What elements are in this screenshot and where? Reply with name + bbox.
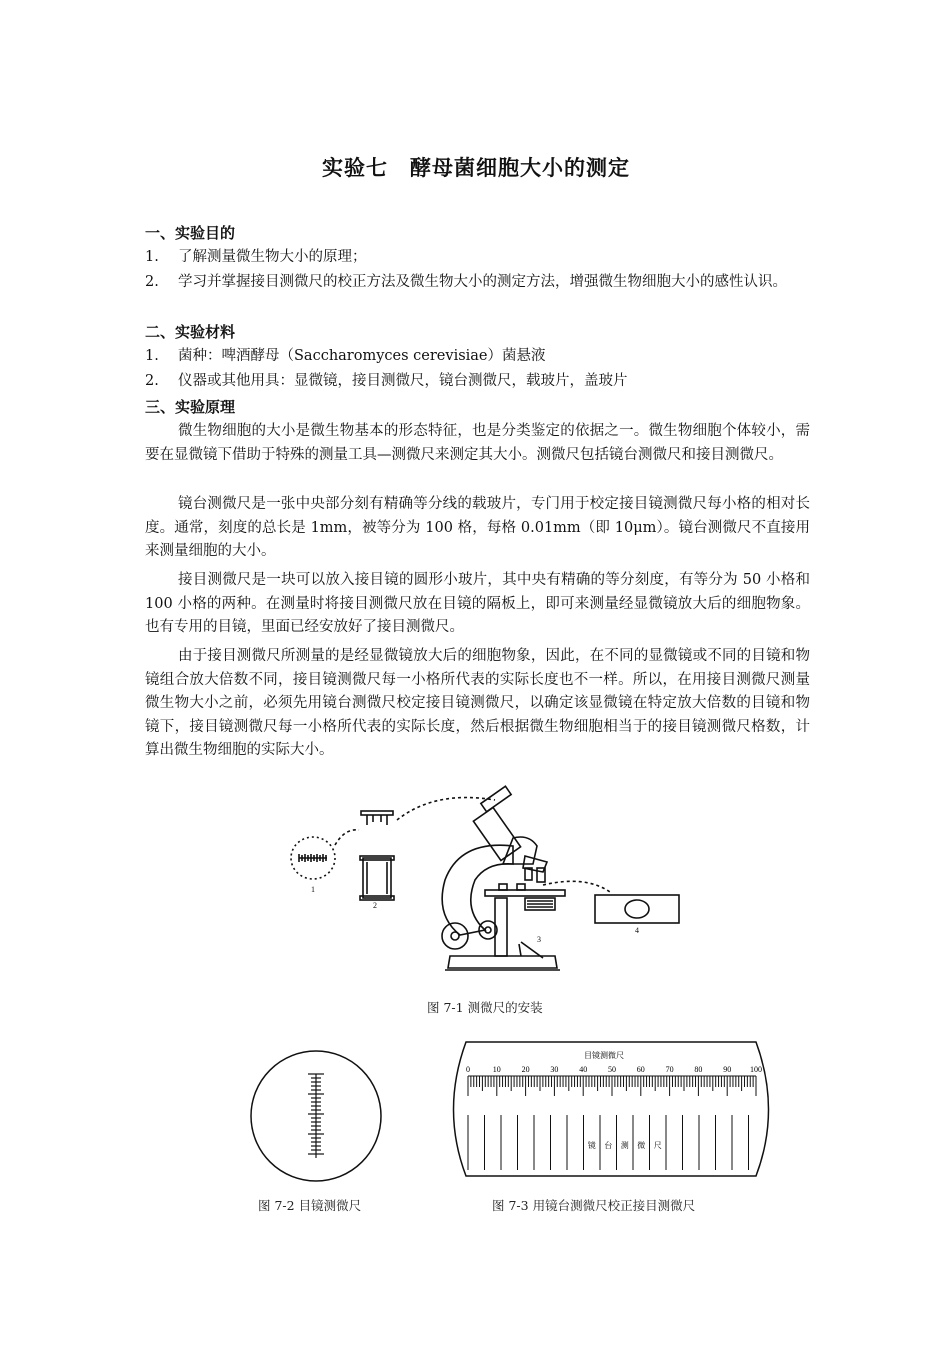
page-title: 实验七 酵母菌细胞大小的测定 — [322, 155, 630, 180]
scale-number: 70 — [665, 1065, 674, 1074]
figure-label: 3 — [537, 935, 541, 944]
stage-label-char: 台 — [604, 1141, 613, 1150]
scale-number: 90 — [723, 1065, 732, 1074]
list-text: 学习并掌握接目测微尺的校正方法及微生物大小的测定方法，增强微生物细胞大小的感性认识。 — [178, 274, 787, 290]
figure-caption: 图 7-2 目镜测微尺 — [258, 1198, 362, 1213]
stage-label-char: 微 — [637, 1141, 646, 1150]
figure-7-2-eyepiece-micrometer — [248, 1048, 384, 1184]
list-text: 仪器或其他用具：显微镜，接目测微尺，镜台测微尺，载玻片，盖玻片 — [178, 373, 628, 389]
figure-label: 1 — [311, 885, 315, 894]
scale-number: 0 — [466, 1065, 470, 1074]
stage-micrometer-slide — [595, 895, 679, 923]
paragraph: 微生物细胞的大小是微生物基本的形态特征，也是分类鉴定的依据之一。微生物细胞个体较小，需要在显微镜下借助于特殊的测量工具—测微尺来测定其大小。测微尺包括镜台测微尺和接目测微尺。 — [145, 423, 810, 463]
list-item — [145, 370, 815, 392]
section-heading-purpose: 一、实验目的 — [145, 224, 236, 242]
paragraph: 接目测微尺是一块可以放入接目镜的圆形小玻片，其中央有精确的等分刻度，有等分为 50 小格和 100 小格的两种。在测量时将接目测微尺放在目镜的隔板上，即可来测量经显微镜放大后的细胞物象。也有专用的目镜，里面已经安放好了接目测微尺。 — [145, 572, 810, 635]
list-text: 菌种：啤酒酵母（Saccharomyces cerevisiae）菌悬液 — [178, 348, 546, 364]
scale-number: 100 — [750, 1065, 762, 1074]
figure-caption: 图 7-1 测微尺的安装 — [427, 1000, 543, 1015]
eyepiece-scale-label: 目镜测微尺 — [584, 1051, 624, 1060]
section-heading-principle: 三、实验原理 — [145, 398, 236, 416]
scale-number: 80 — [694, 1065, 703, 1074]
list-number: 1. — [145, 348, 159, 364]
scale-number: 20 — [521, 1065, 530, 1074]
list-number: 2. — [145, 274, 159, 290]
stage-label-char: 镜 — [587, 1141, 596, 1150]
stage-label-char: 测 — [620, 1141, 629, 1150]
paragraph: 由于接目测微尺所测量的是经显微镜放大后的细胞物象，因此，在不同的显微镜或不同的目镜和物镜组合放大倍数不同，接目镜测微尺每一小格所代表的实际长度也不一样。所以，在用接目测微尺测量微生物大小之前，必须先用镜台测微尺校定接目镜测微尺，以确定该显微镜在特定放大倍数的目镜和物镜下，接目镜测微尺每一小格所代表的实际长度，然后根据微生物细胞相当于的接目镜测微尺格数，计算出微生物细胞的实际大小。 — [145, 648, 810, 758]
figure-7-1-microscope — [285, 780, 695, 980]
figure-label: 4 — [635, 926, 639, 935]
scale-number: 10 — [492, 1065, 501, 1074]
figure-7-3-calibration — [436, 1040, 786, 1180]
list-item — [145, 246, 815, 268]
section-heading-materials: 二、实验材料 — [145, 323, 236, 341]
eyepiece-tube — [360, 811, 394, 900]
figure-caption: 图 7-3 用镜台测微尺校正接目测微尺 — [492, 1198, 696, 1213]
eyepiece-micrometer-disc — [291, 837, 335, 879]
scale-number: 40 — [579, 1065, 588, 1074]
microscope — [442, 786, 565, 970]
scale-number: 50 — [608, 1065, 616, 1074]
list-text: 了解测量微生物大小的原理； — [178, 249, 367, 265]
list-number: 2. — [145, 373, 159, 389]
list-item — [145, 271, 815, 293]
figure-label: 2 — [373, 901, 377, 910]
scale-number: 60 — [636, 1065, 645, 1074]
scale-number: 30 — [550, 1065, 559, 1074]
stage-label-char: 尺 — [653, 1141, 662, 1150]
list-number: 1. — [145, 249, 159, 265]
list-item — [145, 345, 815, 367]
paragraph: 镜台测微尺是一张中央部分刻有精确等分线的载玻片，专门用于校定接目镜测微尺每小格的相对长度。通常，刻度的总长是 1mm，被等分为 100 格，每格 0.01mm（即 10μm）。镜台测微尺不直接用来测量细胞的大小。 — [145, 496, 810, 559]
